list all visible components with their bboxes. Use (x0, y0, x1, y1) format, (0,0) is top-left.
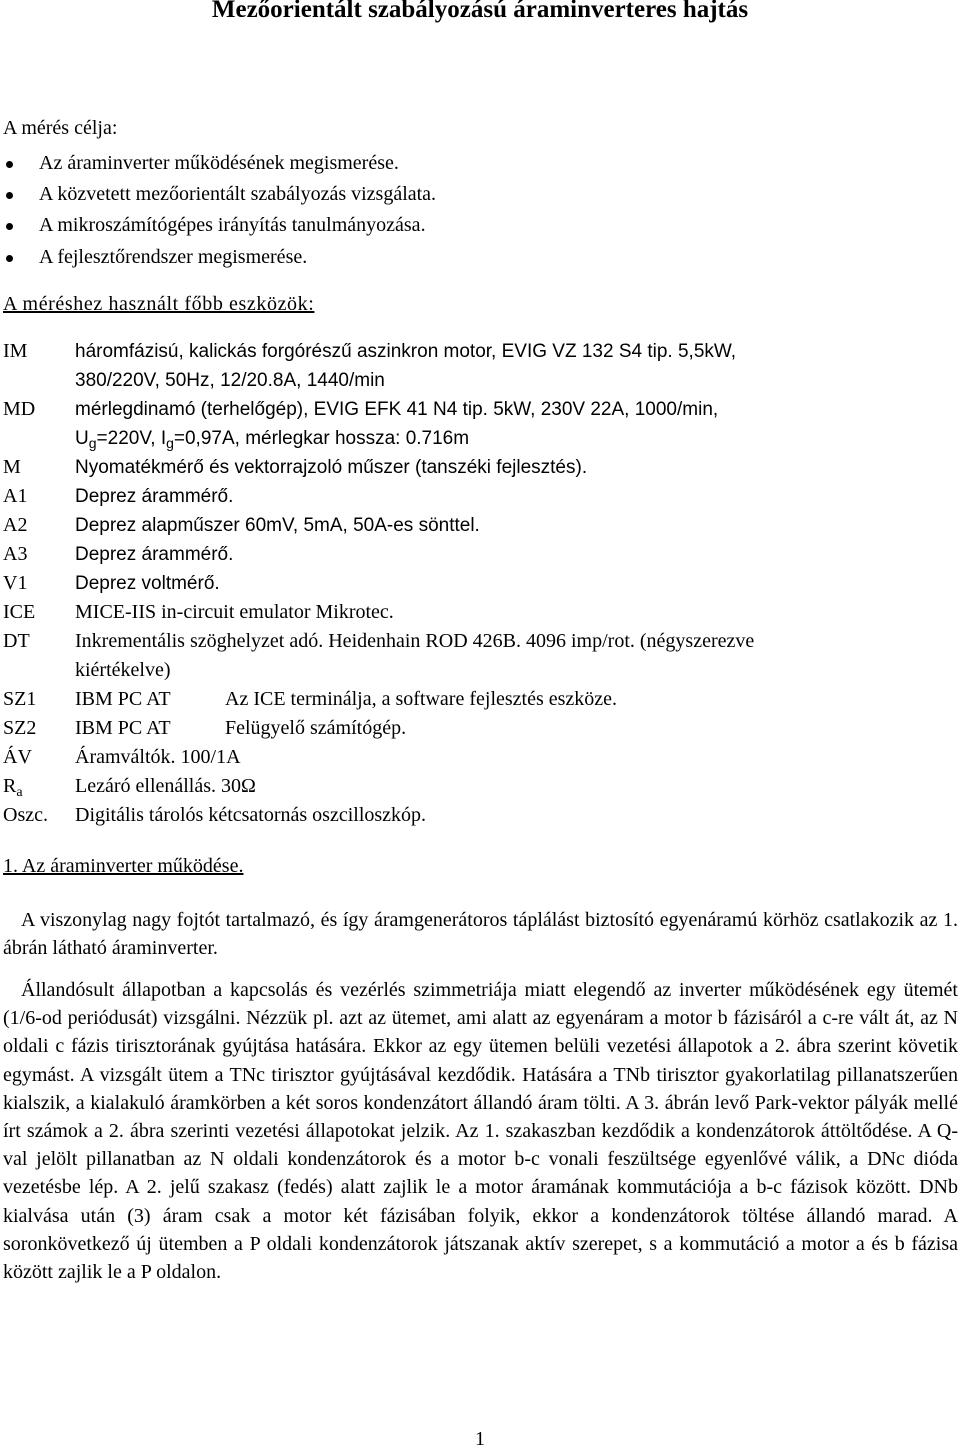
equipment-abbr: IM (3, 340, 28, 362)
equipment-desc: Deprez árammérő. (75, 486, 234, 507)
equipment-row-av (3, 743, 958, 772)
aim-list (3, 148, 436, 273)
equipment-list (3, 337, 958, 830)
equipment-abbr: Oszc. (3, 804, 48, 826)
equipment-desc: Lezáró ellenállás. 30Ω (75, 775, 256, 797)
pc-model: IBM PC AT (75, 717, 171, 739)
equipment-row-dt (3, 627, 958, 685)
equipment-row-m (3, 453, 958, 482)
equipment-row-sz1 (3, 685, 958, 714)
equipment-row-im (3, 337, 958, 395)
equipment-row-a2 (3, 511, 958, 540)
equipment-abbr: SZ2 (3, 717, 37, 739)
equipment-abbr: $R_a$ (3, 775, 23, 800)
equipment-abbr: ICE (3, 601, 36, 623)
equipment-desc: Digitális tárolós kétcsatornás oszcilloszkóp. (75, 804, 427, 826)
bullet-icon (6, 192, 13, 199)
equipment-row-md (3, 395, 958, 453)
equipment-row-a1 (3, 482, 958, 511)
list-item: A közvetett mezőorientált szabályozás vizsgálata. (3, 179, 436, 210)
equipment-row-a3 (3, 540, 958, 569)
equipment-abbr: MD (3, 398, 36, 420)
paragraph: Állandósult állapotban a kapcsolás és vezérlés szimmetriája miatt elegendő az inverter működésének egy ütemét (1/6-od periódusát) vizsgálni. Nézzük pl. azt az ütemet, ami alatt az egyenáram a motor b fázisáról a c-re vált át, az N oldali c fázis tirisztorának gyújtása hatására. Ekkor az egy ütemen belüli vezetési állapotok a 2. ábra szerint követik egymást. A vizsgált ütem a TNc tirisztor gyújtásával kezdődik. Hatására a TNb tirisztor gyakorlatilag pillanatszerűen kialszik, a kialakuló áramkörben a két soros kondenzátort állandó áram tölti. A 3. ábrán levő Park-vektor pályák mellé írt számok a 2. ábra szerinti vezetési állapotokat jelzik. Az 1. szakaszban kezdődik a kondenzátorok áttöltődése. A Q-val jelölt pillanatban az N oldali kondenzátorok és a motor b-c vonali feszültsége egyenlővé válik, a DNc dióda vezetésbe lép. A 2. jelű szakasz (fedés) alatt zajlik le a motor áramának kommutációja a b-c fázisok között. DNb kialvása után (3) áram csak a motor két fázisában folyik, ekkor a kondenzátorok töltése állandó marad. A soronkövetkező új ütemben a P oldali kondenzátorok játszanak aktív szerepet, s a kommutáció a motor a és b fázisa között zajlik le a P oldalon. (3, 979, 958, 1284)
equipment-abbr: M (3, 456, 21, 478)
pc-model: IBM PC AT (75, 688, 171, 710)
equipment-desc: MICE-IIS in-circuit emulator Mikrotec. (75, 601, 394, 623)
equipment-desc: mérlegdinamó (terhelőgép), EVIG EFK 41 N4 tip. 5kW, 230V 22A, 1000/min, $U_g=220V$, $I_g=0,97A$, mérlegkar hossza: 0.716m (75, 399, 719, 451)
equipment-desc: háromfázisú, kalickás forgórészű aszinkron motor, EVIG VZ 132 S4 tip. 5,5kW, 380/220V, 50Hz, 12/20.8A, 1440/min (75, 341, 737, 391)
list-item: A mikroszámítógépes irányítás tanulmányozása. (3, 210, 436, 241)
equipment-desc: Deprez árammérő. (75, 544, 234, 565)
list-item: Az áraminverter működésének megismerése. (3, 148, 436, 179)
bullet-icon (6, 161, 13, 168)
equipment-abbr: A1 (3, 485, 28, 507)
equipment-desc: IBM PC AT Felügyelő számítógép. (75, 714, 958, 743)
page-number: 1 (475, 1428, 485, 1450)
equipment-abbr: A3 (3, 543, 28, 565)
equipment-abbr: A2 (3, 514, 28, 536)
aim-heading: A mérés célja: (3, 117, 118, 139)
equipment-desc: Deprez voltmérő. (75, 573, 220, 594)
equipment-abbr: SZ1 (3, 688, 37, 710)
section-heading: 1. Az áraminverter működése. (3, 855, 244, 877)
equipment-desc: Nyomatékmérő és vektorrajzoló műszer (tanszéki fejlesztés). (75, 457, 588, 478)
page-title: Mezőorientált szabályozású áraminverteres hajtás (211, 0, 749, 23)
equipment-desc: Inkrementális szöghelyzet adó. Heidenhain ROD 426B. 4096 imp/rot. (négyszerezve kiértékelve) (75, 630, 755, 681)
equipment-row-v1 (3, 569, 958, 598)
bullet-icon (6, 223, 13, 230)
equipment-abbr: ÁV (3, 746, 32, 768)
tools-heading: A méréshez használt főbb eszközök: (3, 293, 315, 315)
equipment-desc: Deprez alapműszer 60mV, 5mA, 50A-es sönttel. (75, 515, 480, 536)
equipment-desc: IBM PC AT Az ICE terminálja, a software fejlesztés eszköze. (75, 685, 958, 714)
equipment-row-sz2 (3, 714, 958, 743)
equipment-desc: Áramváltók. 100/1A (75, 746, 241, 768)
paragraph: A viszonylag nagy fojtót tartalmazó, és így áramgenerátoros táplálást biztosító egyenáramú körhöz csatlakozik az 1. ábrán látható áraminverter. (3, 909, 958, 960)
equipment-abbr: V1 (3, 572, 28, 594)
bullet-icon (6, 255, 13, 262)
equipment-row-ra (3, 772, 958, 801)
list-item: A fejlesztőrendszer megismerése. (3, 242, 436, 273)
equipment-row-oszc (3, 801, 958, 830)
equipment-row-ice (3, 598, 958, 627)
equipment-abbr: DT (3, 630, 30, 652)
